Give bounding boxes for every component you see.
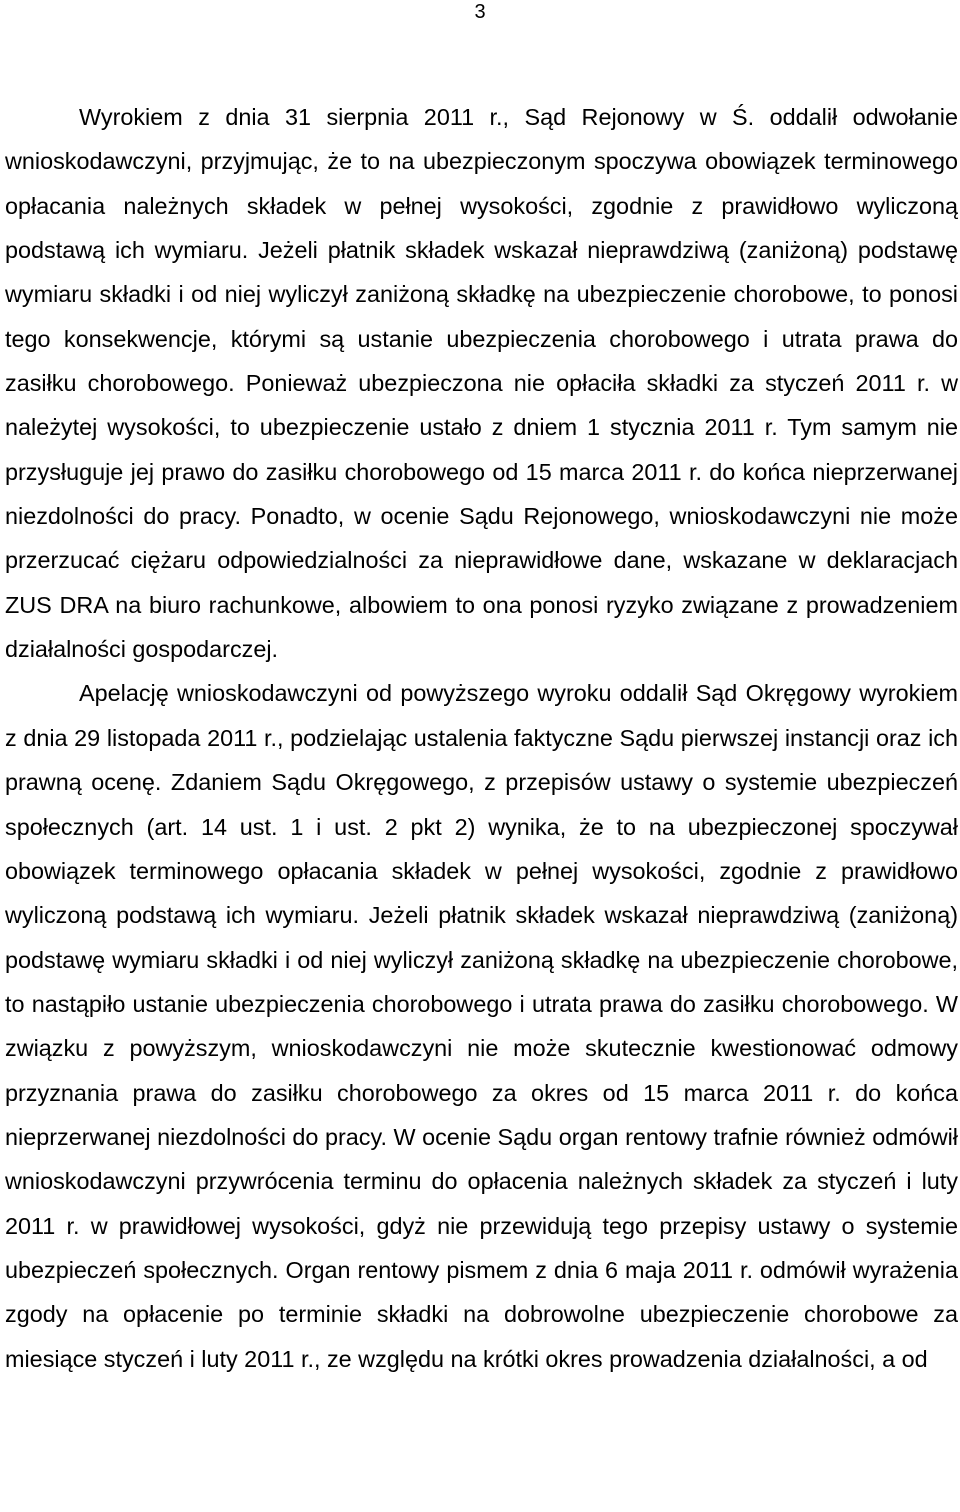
paragraph: Apelację wnioskodawczyni od powyższego wyroku oddalił Sąd Okręgowy wyrokiem z dnia 29 listopada 2011 r., podzielając ustalenia faktyczne Sądu pierwszej instancji oraz ich prawną ocenę. Zdaniem Sądu Okręgowego, z przepisów ustawy o systemie ubezpieczeń społecznych (art. 14 ust. 1 i ust. 2 pkt 2) wynika, że to na ubezpieczonej spoczywał obowiązek terminowego opłacania składek w pełnej wysokości, zgodnie z prawidłowo wyliczoną podstawą ich wymiaru. Jeżeli płatnik składek wskazał nieprawdziwą (zaniżoną) podstawę wymiaru składki i od niej wyliczył zaniżoną składkę na ubezpieczenie chorobowe, to nastąpiło ustanie ubezpieczenia chorobowego i utrata prawa do zasiłku chorobowego. W związku z powyższym, wnioskodawczyni nie może skutecznie kwestionować odmowy przyznania prawa do zasiłku chorobowego za okres od 15 marca 2011 r. do końca nieprzerwanej niezdolności do pracy. W ocenie Sądu organ rentowy trafnie również odmówił wnioskodawczyni przywrócenia terminu do opłacenia należnych składek za styczeń i luty 2011 r. w prawidłowej wysokości, gdyż nie przewidują tego przepisy ustawy o systemie ubezpieczeń społecznych. Organ rentowy pismem z dnia 6 maja 2011 r. odmówił wyrażenia zgody na opłacenie po terminie składki na dobrowolne ubezpieczenie chorobowe za miesiące styczeń i luty 2011 r., ze względu na krótki okres prowadzenia działalności, a od <box>5 680 958 1372</box>
document-body <box>5 95 958 1381</box>
paragraph: Wyrokiem z dnia 31 sierpnia 2011 r., Sąd Rejonowy w Ś. oddalił odwołanie wnioskodawczyni, przyjmując, że to na ubezpieczonym spoczywa obowiązek terminowego opłacania należnych składek w pełnej wysokości, zgodnie z prawidłowo wyliczoną podstawą ich wymiaru. Jeżeli płatnik składek wskazał nieprawdziwą (zaniżoną) podstawę wymiaru składki i od niej wyliczył zaniżoną składkę na ubezpieczenie chorobowe, to ponosi tego konsekwencje, którymi są ustanie ubezpieczenia chorobowego i utrata prawa do zasiłku chorobowego. Ponieważ ubezpieczona nie opłaciła składki za styczeń 2011 r. w należytej wysokości, to ubezpieczenie ustało z dniem 1 stycznia 2011 r. Tym samym nie przysługuje jej prawo do zasiłku chorobowego od 15 marca 2011 r. do końca nieprzerwanej niezdolności do pracy. Ponadto, w ocenie Sądu Rejonowego, wnioskodawczyni nie może przerzucać ciężaru odpowiedzialności za nieprawidłowe dane, wskazane w deklaracjach ZUS DRA na biuro rachunkowe, albowiem to ona ponosi ryzyko związane z prowadzeniem działalności gospodarczej. <box>5 104 958 663</box>
page-number: 3 <box>474 1 486 23</box>
